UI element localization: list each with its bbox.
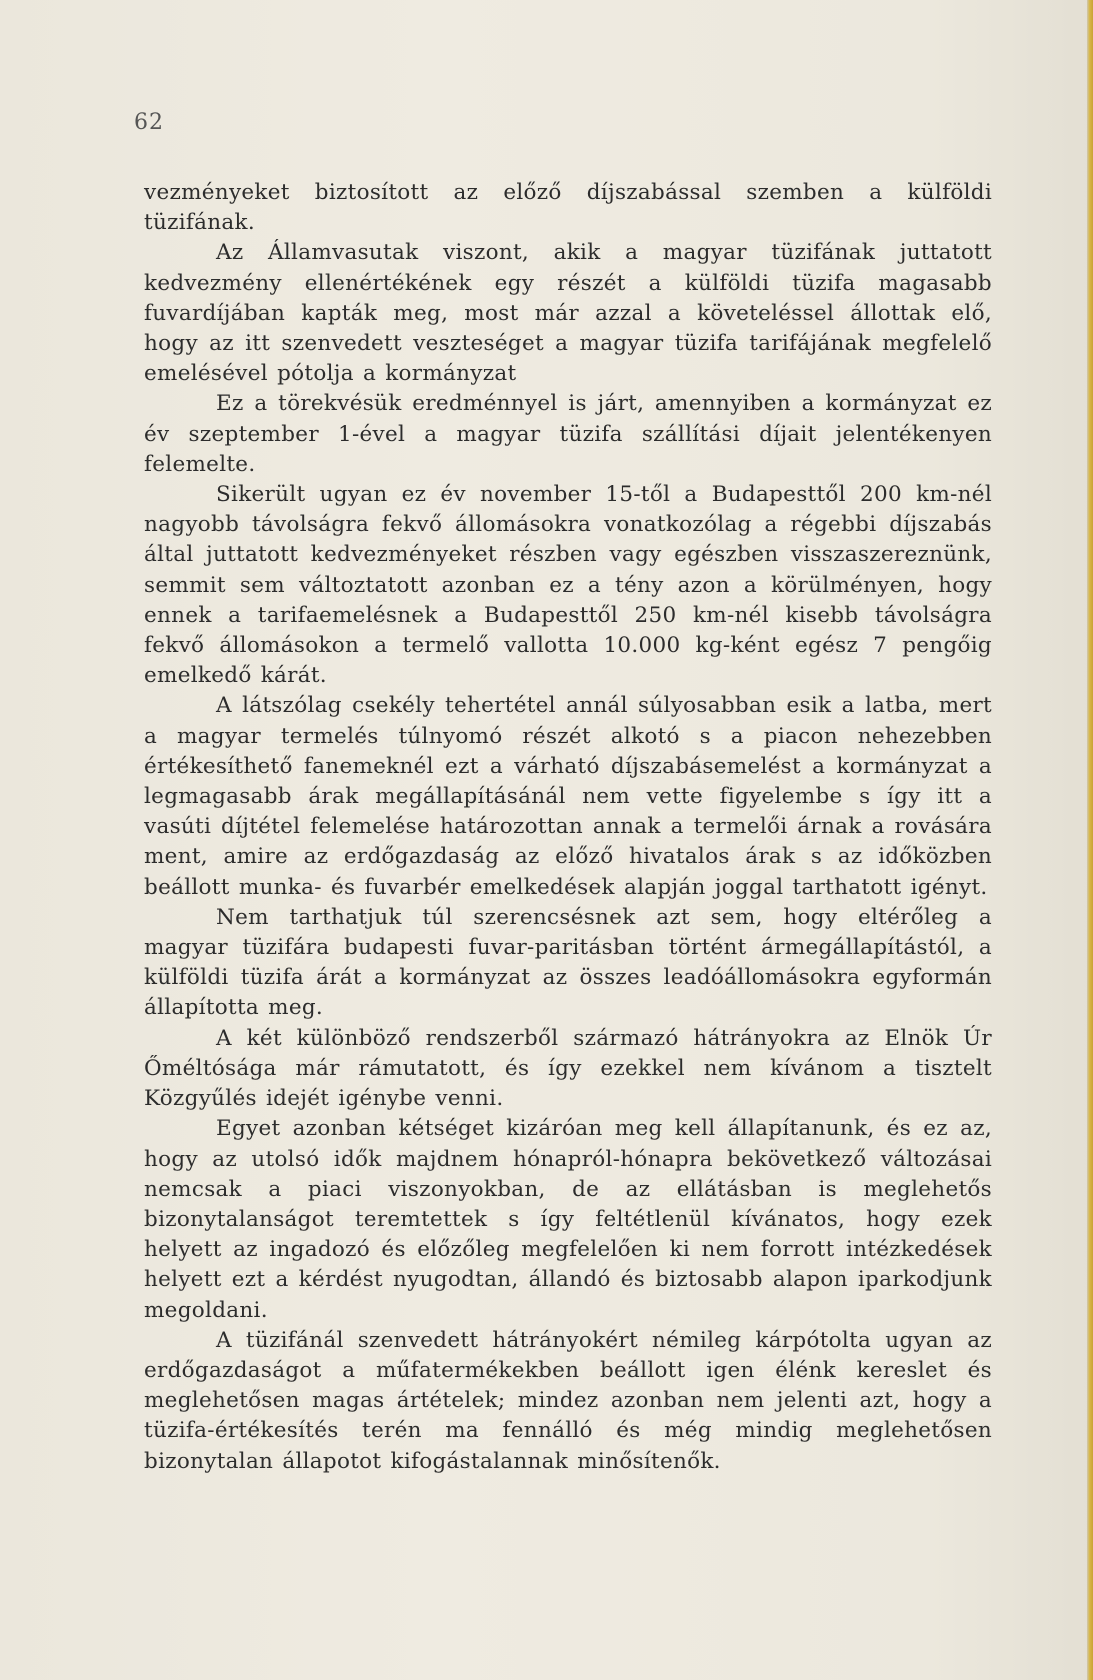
paragraph-1: vezményeket biztosított az előző díjszabással szemben a külföldi tüzifának. [144,180,992,236]
paragraph-6: Nem tarthatjuk túl szerencsésnek azt sem, hogy eltérőleg a magyar tüzifára budapesti fuvar-paritásban történt ármegállapítástól, a külföldi tüzifa árát a kormányzat az összes leadóállomásokra egyformán állapította meg. [144,904,992,1021]
body-text [144,178,992,1477]
paragraph-5: A látszólag csekély tehertétel annál súlyosabban esik a latba, mert a magyar termelés túlnyomó részét alkotó s a piacon nehezebben értékesíthető fanemeknél ezt a várható díjszabásemelést a kormányzat a legmagasabb árak megállapításánál nem vette figyelembe s így itt a vasúti díjtétel felemelése határozottan annak a termelői árnak a rovására ment, amire az erdőgazdaság az előző hivatalos árak s az időközben beállott munka- és fuvarbér emelkedések alapján joggal tarthatott igényt. [144,693,992,900]
paragraph-2: Az Államvasutak viszont, akik a magyar tüzifának juttatott kedvezmény ellenértékének egy részét a külföldi tüzifa magasabb fuvardíjában kapták meg, most már azzal a követeléssel állottak elő, hogy az itt szenvedett veszteséget a magyar tüzifa tarifájának megfelelő emelésével pótolja a kormányzat [144,240,992,387]
paragraph-9: A tüzifánál szenvedett hátrányokért némileg kárpótolta ugyan az erdőgazdaságot a műfatermékekben beállott igen élénk kereslet és meglehetősen magas ártételek; mindez azonban nem jelenti azt, hogy a tüzifa-értékesítés terén ma fennálló és még mindig meglehetősen bizonytalan állapotot kifogástalannak minősítenők. [144,1327,992,1474]
page-edge [1087,0,1093,1680]
paragraph-8: Egyet azonban kétséget kizáróan meg kell állapítanunk, és ez az, hogy az utolsó idők majdnem hónapról-hónapra bekövetkező változásai nemcsak a piaci viszonyokban, de az ellátásban is meglehetős bizonytalanságot teremtettek s így feltétlenül kívánatos, hogy ezek helyett az ingadozó és előzőleg megfelelően ki nem forrott intézkedések helyett ezt a kérdést nyugodtan, állandó és biztosabb alapon iparkodjunk megoldani. [144,1116,992,1323]
paragraph-4: Sikerült ugyan ez év november 15-től a Budapesttől 200 km-nél nagyobb távolságra fekvő állomásokra vonatkozólag a régebbi díjszabás által juttatott kedvezményeket részben vagy egészben visszaszereznünk, semmit sem változtatott azonban ez a tény azon a körülményen, hogy ennek a tarifaemelésnek a Budapesttől 250 km-nél kisebb távolságra fekvő állomásokon a termelő vallotta 10.000 kg-ként egész 7 pengőig emelkedő kárát. [144,482,992,689]
page-number: 62 [134,110,164,135]
paragraph-3: Ez a törekvésük eredménnyel is járt, amennyiben a kormányzat ez év szeptember 1-ével a magyar tüzifa szállítási díjait jelentékenyen felemelte. [144,391,992,477]
paragraph-7: A két különböző rendszerből származó hátrányokra az Elnök Úr Őméltósága már rámutatott, és így ezekkel nem kívánom a tisztelt Közgyűlés idejét igénybe venni. [144,1025,992,1112]
